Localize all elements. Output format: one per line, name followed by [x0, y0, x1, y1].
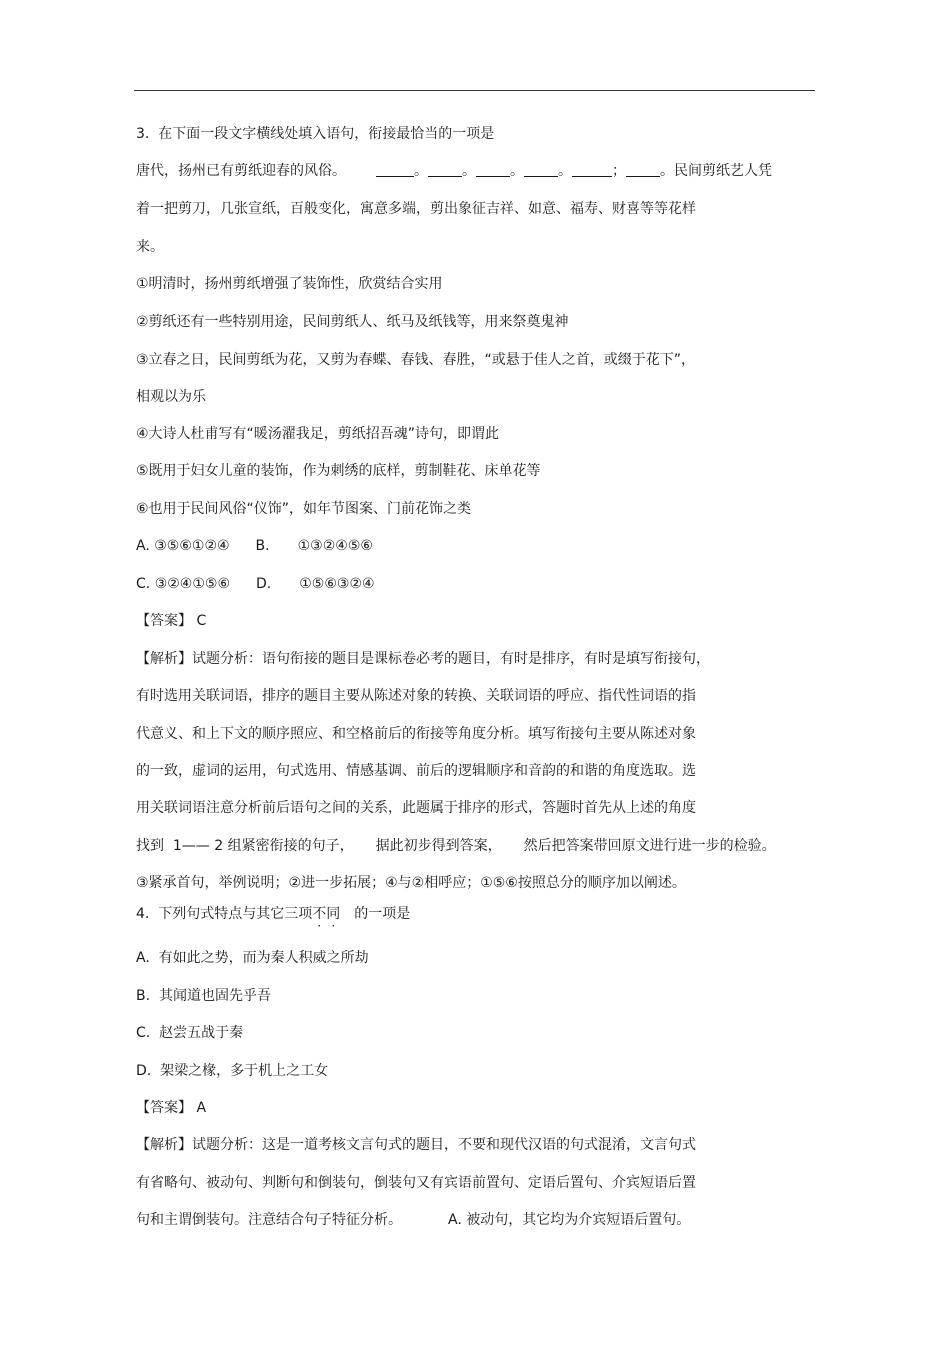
q3-answer [136, 611, 206, 631]
q3-option-6: ⑥也用于民间风俗“仪饰”，如年节图案、门前花饰之类 [136, 501, 472, 517]
q3-option-3: ③立春之日，民间剪纸为花，又剪为春蝶、春钱、春胜，“或悬于佳人之首，或缀于花下”， [136, 352, 696, 368]
answer-value: C [196, 613, 207, 629]
answer-label: 【答案】 [136, 1100, 192, 1116]
choice-d-label: D. [256, 576, 272, 592]
emphasis-char-1: 不 [312, 906, 327, 922]
choice-c: ③②④①⑤⑥ [154, 576, 230, 592]
emphasis-char-2: 同 [326, 906, 341, 922]
q4-analysis-line-1: 【解析】试题分析：这是一道考核文言句式的题目，不要和现代汉语的句式混淆，文言句式 [136, 1137, 696, 1153]
blank-1 [376, 162, 414, 177]
q3-analysis-line-1: 【解析】试题分析：语句衔接的题目是课标卷必考的题目，有时是排序，有时是填写衔接句， [136, 651, 710, 667]
blank-2 [428, 162, 462, 177]
q3-option-1: ①明清时，扬州剪纸增强了装饰性，欣赏结合实用 [136, 276, 443, 292]
blank-4 [524, 162, 558, 177]
q3-option-4: ④大诗人杜甫写有“暖汤濯我足，剪纸招吾魂”诗句，即谓此 [136, 426, 500, 442]
analysis-part-b: A. 被动句，其它均为介宾短语后置句。 [448, 1212, 691, 1228]
answer-label: 【答案】 [136, 613, 192, 629]
choice-a: ③⑤⑥①②④ [154, 538, 230, 554]
q3-option-5: ⑤既用于妇女儿童的装饰，作为刺绣的底样，剪制鞋花、床单花等 [136, 463, 541, 479]
q4-stem [136, 904, 410, 924]
choice-c-label: C. [136, 576, 151, 592]
header-rule [134, 90, 815, 91]
q4-option-a: A. 有如此之势，而为秦人积威之所劫 [136, 950, 369, 966]
blank-3 [476, 162, 510, 177]
q3-passage-tail: 民间剪纸艺人凭 [674, 163, 772, 179]
choice-a-label: A. [136, 538, 150, 554]
q4-option-b: B. 其闻道也固先乎吾 [136, 988, 271, 1004]
analysis-part-b: 据此初步得到答案， [375, 838, 502, 854]
period-sep: 。 [558, 163, 572, 179]
q4-analysis-line-2: 有省略句、被动句、判断句和倒装句，倒装句又有宾语前置句、定语后置句、介宾短语后置 [136, 1175, 696, 1191]
semicolon-sep: ； [612, 163, 626, 179]
analysis-part-a: 找到 1—— 2 组紧密衔接的句子， [136, 838, 354, 854]
q3-option-2: ②剪纸还有一些特别用途，民间剪纸人、纸马及纸钱等，用来祭奠鬼神 [136, 314, 569, 330]
q4-answer [136, 1098, 206, 1118]
q3-stem: 3. 在下面一段文字横线处填入语句，衔接最恰当的一项是 [136, 126, 495, 142]
q3-choices-cd [136, 574, 375, 594]
period-sep: 。 [510, 163, 524, 179]
blank-6 [626, 162, 660, 177]
q3-analysis-line-7: ③紧承首句，举例说明；②进一步拓展；④与②相呼应；①⑤⑥按照总分的顺序加以阐述。 [136, 875, 686, 891]
q3-analysis-line-5: 用关联词语注意分析前后语句之间的关系，此题属于排序的形式，答题时首先从上述的角度 [136, 800, 696, 816]
q4-option-c: C. 赵尝五战于秦 [136, 1025, 244, 1041]
analysis-part-a: 句和主谓倒装句。注意结合句子特征分析。 [136, 1212, 402, 1228]
q3-passage-line-3: 来。 [136, 239, 164, 255]
q3-analysis-line-2: 有时选用关联词语，排序的题目主要从陈述对象的转换、关联词语的呼应、指代性词语的指 [136, 688, 696, 704]
period-sep: 。 [462, 163, 476, 179]
q4-stem-end: 的一项是 [354, 906, 411, 922]
q3-choices-ab [136, 536, 373, 556]
q4-stem-start: 4. 下列句式特点与其它三项 [136, 906, 313, 922]
choice-b-label: B. [255, 538, 270, 554]
q3-analysis-line-3: 代意义、和上下文的顺序照应、和空格前后的衔接等角度分析。填写衔接句主要从陈述对象 [136, 726, 696, 742]
choice-b: ①③②④⑤⑥ [297, 538, 373, 554]
q4-option-d: D. 架梁之椽，多于机上之工女 [136, 1063, 329, 1079]
q3-passage-line-1 [136, 161, 772, 181]
answer-value: A [196, 1100, 207, 1116]
period-sep: 。 [414, 163, 428, 179]
q3-option-3-cont: 相观以为乐 [136, 389, 206, 405]
q3-analysis-line-4: 的一致，虚词的运用，句式选用、情感基调、前后的逻辑顺序和音韵的和谐的角度选取。选 [136, 763, 696, 779]
choice-d: ①⑤⑥③②④ [299, 576, 375, 592]
q4-analysis-line-3 [136, 1210, 690, 1230]
analysis-part-c: 然后把答案带回原文进行进一步的检验。 [523, 838, 776, 854]
blank-5 [572, 162, 612, 177]
q3-analysis-line-6 [136, 836, 776, 856]
q3-passage-start: 唐代，扬州已有剪纸迎春的风俗。 [136, 163, 346, 179]
q3-passage-line-2: 着一把剪刀，几张宣纸，百般变化，寓意多端，剪出象征吉祥、如意、福寿、财喜等等花样 [136, 201, 696, 217]
period-sep: 。 [660, 163, 674, 179]
